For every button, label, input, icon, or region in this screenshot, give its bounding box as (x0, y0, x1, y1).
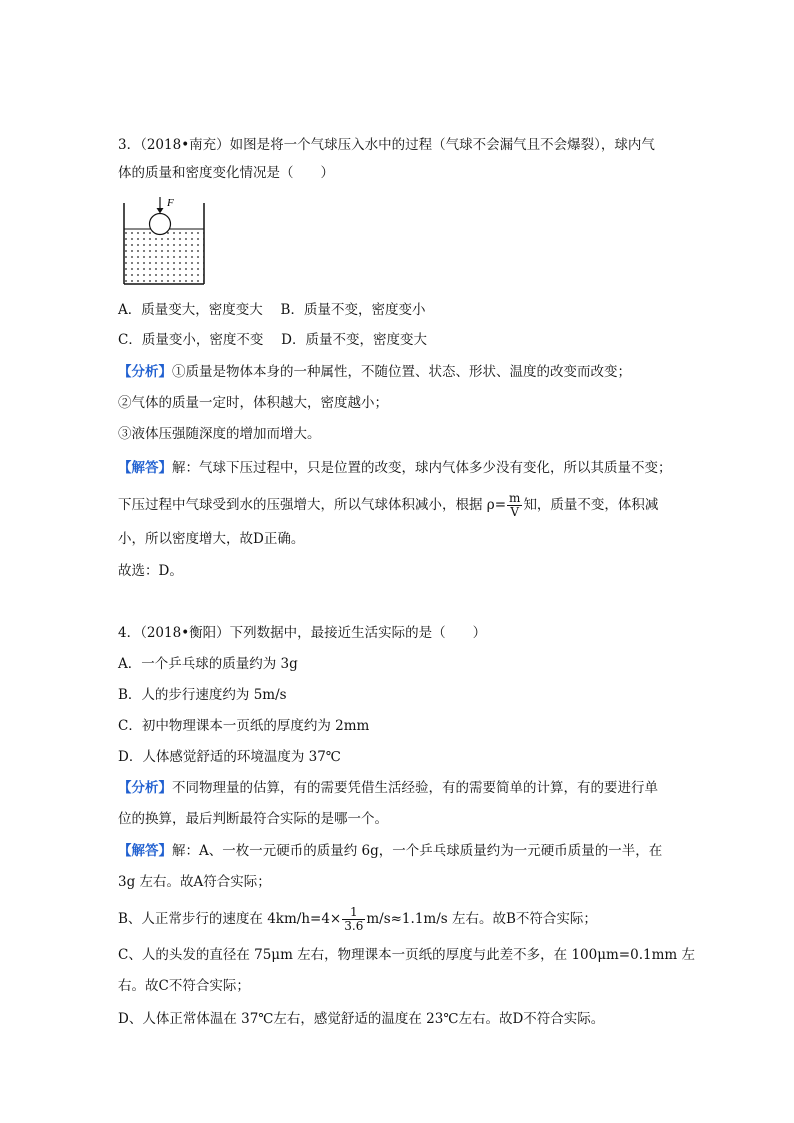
q3-answer-tag: 【解答】 (118, 460, 172, 476)
q4-option-a: A．一个乒乓球的质量约为 3g (118, 656, 298, 672)
q4-analysis-line2: 位的换算，最后判断最符合实际的是哪一个。 (118, 811, 388, 827)
fraction-numerator: m (509, 491, 521, 505)
q4-answer-line1 (118, 841, 662, 861)
speed-fraction (342, 906, 365, 933)
force-label: F (167, 197, 174, 209)
density-fraction (507, 492, 522, 519)
q3-answer-line3: 小，所以密度增大，故D正确。 (118, 531, 305, 547)
q3-options-line2: C．质量变小，密度不变 D．质量不变，密度变大 (118, 332, 427, 348)
q3-options-line1: A．质量变大，密度变大 B．质量不变，密度变小 (118, 302, 426, 318)
q4-answer-line6: D、人体正常体温在 37℃左右，感觉舒适的温度在 23℃左右。故D不符合实际。 (118, 1011, 605, 1027)
q4-answer-tag: 【解答】 (118, 843, 172, 859)
q3-stem-line2: 体的质量和密度变化情况是（ ） (118, 165, 334, 181)
balloon-in-water-diagram (118, 195, 213, 290)
q4-answer-line3-post: m/s≈1.1m/s 左右。故B不符合实际； (366, 911, 597, 927)
q4-analysis-text1: 不同物理量的估算，有的需要凭借生活经验，有的需要简单的计算，有的要进行单 (172, 780, 658, 796)
q4-option-d: D．人体感觉舒适的环境温度为 37℃ (118, 749, 341, 765)
q4-option-c: C．初中物理课本一页纸的厚度约为 2mm (118, 718, 370, 734)
q3-analysis-tag: 【分析】 (118, 364, 172, 380)
q3-analysis-line3: ③液体压强随深度的增加而增大。 (118, 426, 321, 442)
fraction-denominator: 3.6 (344, 919, 364, 933)
q3-answer-line4: 故选：D。 (118, 563, 183, 579)
balloon-circle (150, 214, 171, 235)
balloon-figure (118, 195, 213, 294)
q4-answer-line5: 右。故C不符合实际； (118, 978, 250, 994)
q3-answer-line2 (118, 492, 658, 519)
q3-answer-line2-pre: 下压过程中气球受到水的压强增大，所以气球体积减小，根据 ρ= (118, 497, 507, 513)
q4-stem: 4．（2018•衡阳）下列数据中，最接近生活实际的是（ ） (118, 625, 487, 641)
fraction-denominator: V (507, 505, 522, 519)
q3-stem-line1: 3．（2018•南充）如图是将一个气球压入水中的过程（气球不会漏气且不会爆裂），球内气 (118, 137, 655, 153)
q4-analysis-line1 (118, 778, 658, 798)
fraction-numerator: 1 (349, 905, 358, 919)
q3-answer-line1 (118, 458, 672, 478)
q3-answer-line2-post: 知，质量不变，体积减 (523, 497, 659, 513)
q4-answer-line2: 3g 左右。故A符合实际； (118, 874, 271, 890)
q3-analysis-line1 (118, 362, 631, 382)
force-arrow-head (157, 208, 164, 214)
q4-option-b: B．人的步行速度约为 5m/s (118, 687, 287, 703)
q4-answer-line3-pre: B、人正常步行的速度在 4km/h=4× (118, 911, 342, 927)
q4-answer-text1: 解：A、一枚一元硬币的质量约 6g，一个乒乓球质量约为一元硬币质量的一半，在 (172, 843, 663, 859)
q3-analysis-line2: ②气体的质量一定时，体积越大，密度越小； (118, 395, 388, 411)
q4-analysis-tag: 【分析】 (118, 780, 172, 796)
q4-answer-line4: C、人的头发的直径在 75μm 左右，物理课本一页纸的厚度与此差不多，在 100μm=0.1mm 左 (118, 947, 695, 963)
q3-analysis-text1: ①质量是物体本身的一种属性，不随位置、状态、形状、温度的改变而改变； (172, 364, 631, 380)
q3-answer-text1: 解：气球下压过程中，只是位置的改变，球内气体多少没有变化，所以其质量不变； (172, 460, 672, 476)
water-dots (124, 229, 204, 284)
q4-answer-line3 (118, 906, 597, 933)
